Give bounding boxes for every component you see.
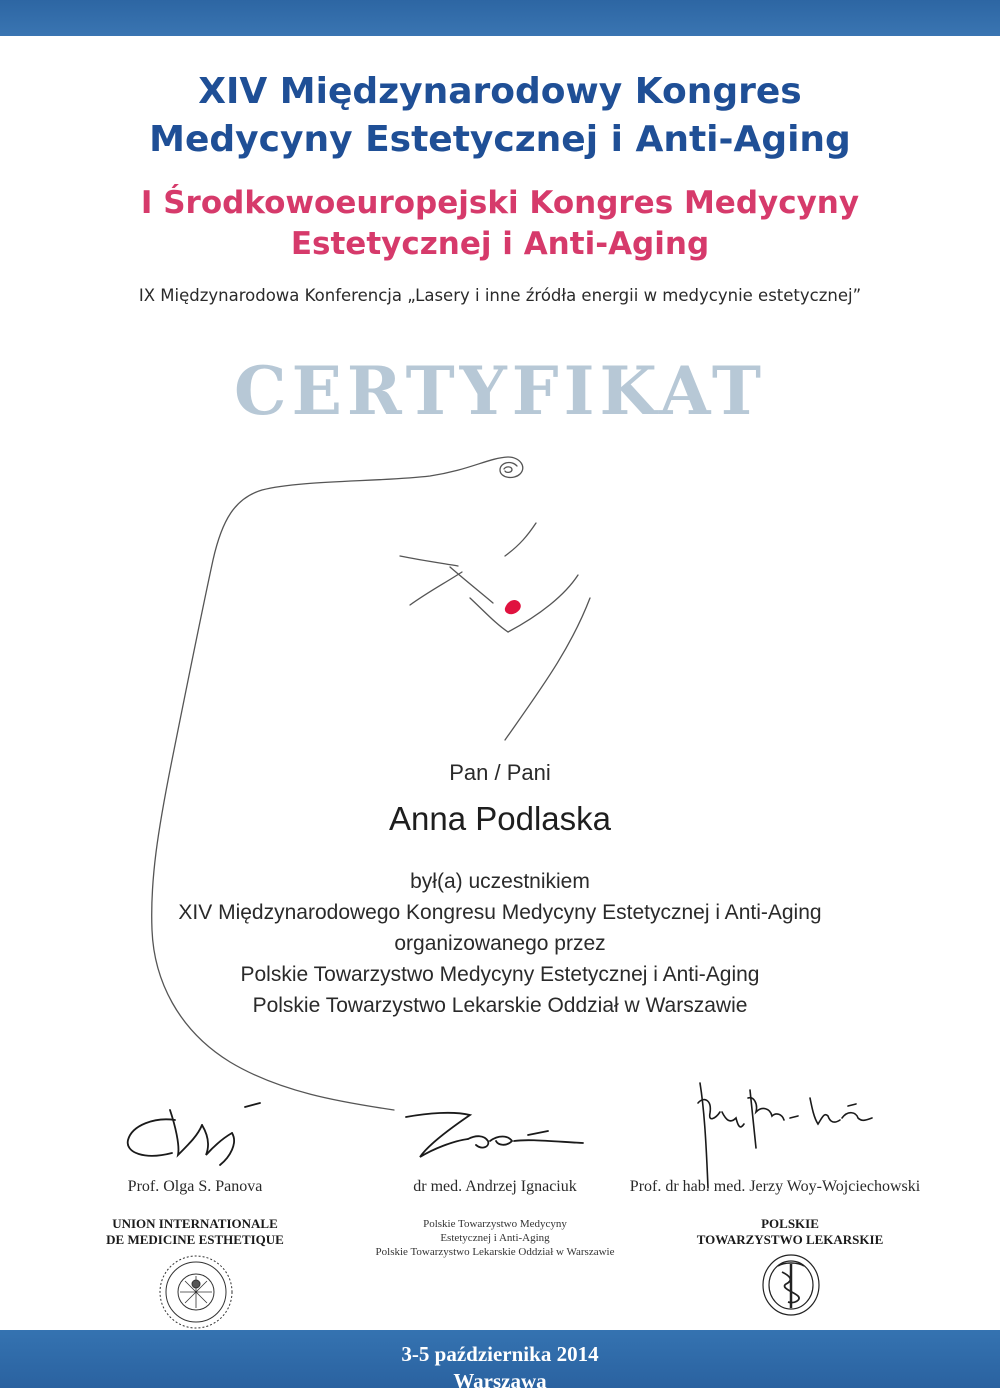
title-line-2: Medycyny Estetycznej i Anti-Aging bbox=[149, 119, 851, 160]
org-block-ptmea bbox=[345, 1217, 645, 1259]
org-uime-line-1: UNION INTERNATIONALE bbox=[112, 1216, 278, 1231]
title-line-1: XIV Międzynarodowy Kongres bbox=[198, 71, 802, 112]
certificate-heading: CERTYFIKAT bbox=[234, 352, 766, 430]
salutation: Pan / Pani bbox=[449, 760, 551, 785]
org-ptl-line-1: POLSKIE bbox=[761, 1216, 819, 1231]
org-block-uime bbox=[95, 1216, 295, 1248]
event-city: Warszawa bbox=[453, 1369, 547, 1393]
recipient-name: Anna Podlaska bbox=[389, 800, 611, 837]
signature-ignaciuk bbox=[398, 1105, 588, 1165]
signer-name-panova: Prof. Olga S. Panova bbox=[127, 1178, 263, 1195]
body-line-3: organizowanego przez bbox=[394, 932, 606, 955]
signer-name-ignaciuk: dr med. Andrzej Ignaciuk bbox=[413, 1178, 577, 1195]
conference-title: IX Międzynarodowa Konferencja „Lasery i inne źródła energii w medycynie estetycznej” bbox=[138, 286, 862, 305]
body-line-2: XIV Międzynarodowego Kongresu Medycyny Estetycznej i Anti-Aging bbox=[178, 901, 822, 924]
org-ptl-line-2: TOWARZYSTWO LEKARSKIE bbox=[696, 1232, 884, 1247]
body-line-5: Polskie Towarzystwo Lekarskie Oddział w Warszawie bbox=[252, 994, 748, 1017]
org-uime-line-2: DE MEDICINE ESTHETIQUE bbox=[106, 1232, 284, 1247]
subtitle-line-1: I Środkowoeuropejski Kongres Medycyny bbox=[140, 185, 860, 221]
signer-name-woy-wojciechowski: Prof. dr hab. med. Jerzy Woy-Wojciechowski bbox=[629, 1178, 921, 1195]
body-line-4: Polskie Towarzystwo Medycyny Estetycznej i Anti-Aging bbox=[240, 963, 760, 986]
ptl-seal-logo bbox=[760, 1252, 822, 1318]
org-ptmea-line-2: Estetycznej i Anti-Aging bbox=[440, 1232, 550, 1244]
uime-seal-logo bbox=[158, 1254, 234, 1330]
org-block-ptl bbox=[670, 1216, 910, 1248]
lips-mark bbox=[505, 600, 521, 614]
body-line-1: był(a) uczestnikiem bbox=[410, 870, 590, 893]
signature-panova bbox=[120, 1095, 290, 1175]
event-dates: 3-5 października 2014 bbox=[401, 1342, 599, 1366]
org-ptmea-line-1: Polskie Towarzystwo Medycyny bbox=[423, 1218, 567, 1230]
org-ptmea-line-3: Polskie Towarzystwo Lekarskie Oddział w Warszawie bbox=[375, 1246, 615, 1258]
subtitle-line-2: Estetycznej i Anti-Aging bbox=[290, 226, 710, 262]
